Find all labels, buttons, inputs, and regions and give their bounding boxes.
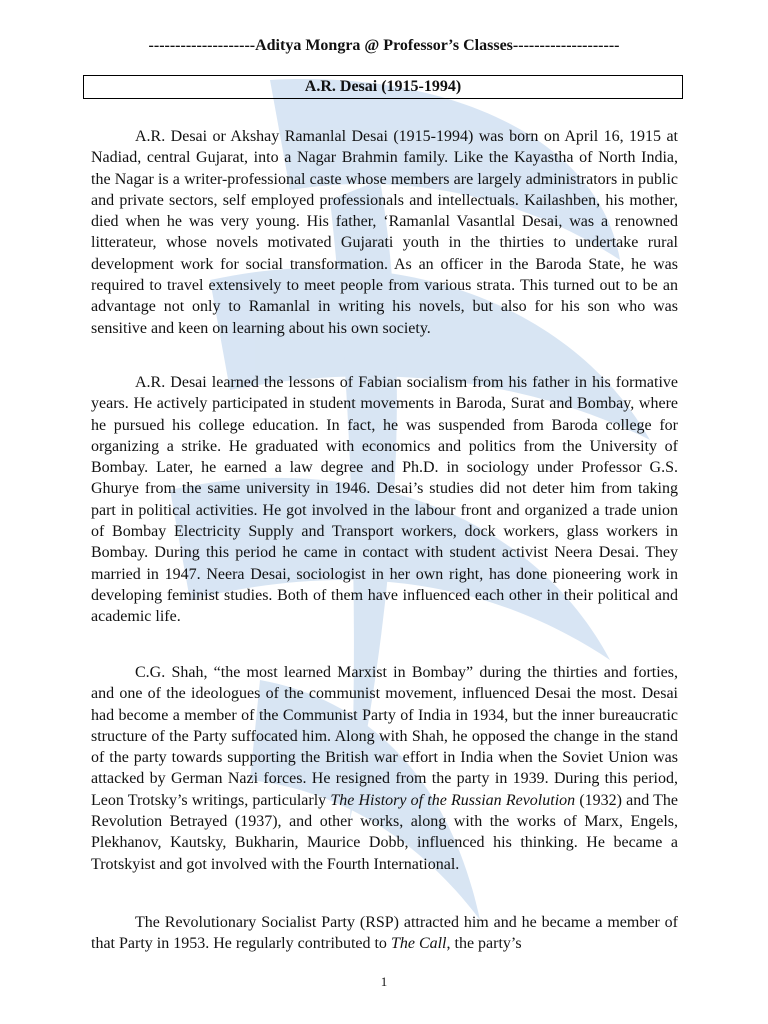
paragraph-3-text-b: (1932) and The Revolution Betrayed (1937), and other works, along with the works of Marx, Engels, Plekhanov, Kautsky, Bukharin, Maurice Dobb, influenced his thinking. He became a Trotskyist and got involved with the Fourth International. — [91, 791, 679, 873]
paragraph-3-book-title: The History of the Russian Revolution — [330, 791, 576, 809]
paragraph-1: A.R. Desai or Akshay Ramanlal Desai (1915-1994) was born on April 16, 1915 at Nadiad, central Gujarat, into a Nagar Brahmin family. Like the Kayastha of North India, the Nagar is a writer-professional caste whose members are largely administrators in public and private sectors, self employed professionals and intellectuals. Kailashben, his mother, died when he was very young. His father, ‘Ramanlal Vasantlal Desai, was a renowned litterateur, whose novels motivated Gujarati youth in the thirties to undertake rural development work for social transformation. As an officer in the Baroda State, he was required to travel extensively to meet people from various strata. This turned out to be an advantage not only to Ramanlal in writing his novels, but also for his son who was sensitive and keen on learning about his own society. — [91, 128, 678, 337]
paragraph-4 — [91, 912, 678, 955]
paragraph-3 — [91, 662, 678, 875]
header-banner: --------------------Aditya Mongra @ Professor’s Classes-------------------- — [148, 37, 620, 54]
paragraph-4-text-b: , the party’s — [446, 935, 522, 953]
paragraph-3-text-a: C.G. Shah, “the most learned Marxist in Bombay” during the thirties and forties, and one of the ideologues of the communist movement, influenced Desai the most. Desai had become a member of the Communist Party of India in 1934, but the inner bureaucratic structure of the Party suffocated him. Along with Shah, he opposed the change in the stand of the party towards supporting the British war effort in India when the Soviet Union was attacked by German Nazi forces. He resigned from the party in 1939. During this period, Leon Trotsky’s writings, particularly — [91, 664, 678, 809]
paragraph-2: A.R. Desai learned the lessons of Fabian socialism from his father in his formative years. He actively participated in student movements in Baroda, Surat and Bombay, where he pursued his college education. In fact, he was suspended from Baroda college for organizing a strike. He graduated with economics and politics from the University of Bombay. Later, he earned a law degree and Ph.D. in sociology under Professor G.S. Ghurye from the same university in 1946. Desai’s studies did not deter him from taking part in political activities. He got involved in the labour front and organized a trade union of Bombay Electricity Supply and Transport workers, dock workers, glass workers in Bombay. During this period he came in contact with student activist Neera Desai. They married in 1947. Neera Desai, sociologist in her own right, has done pioneering work in developing feminist studies. Both of them have influenced each other in their political and academic life. — [91, 374, 678, 626]
paragraph-4-text-a: The Revolutionary Socialist Party (RSP) attracted him and he became a member of that Party in 1953. He regularly contributed to — [91, 914, 678, 953]
document-title: A.R. Desai (1915-1994) — [83, 75, 683, 99]
paragraph-4-publication-title: The Call — [390, 935, 447, 953]
page-number: 1 — [380, 974, 388, 989]
